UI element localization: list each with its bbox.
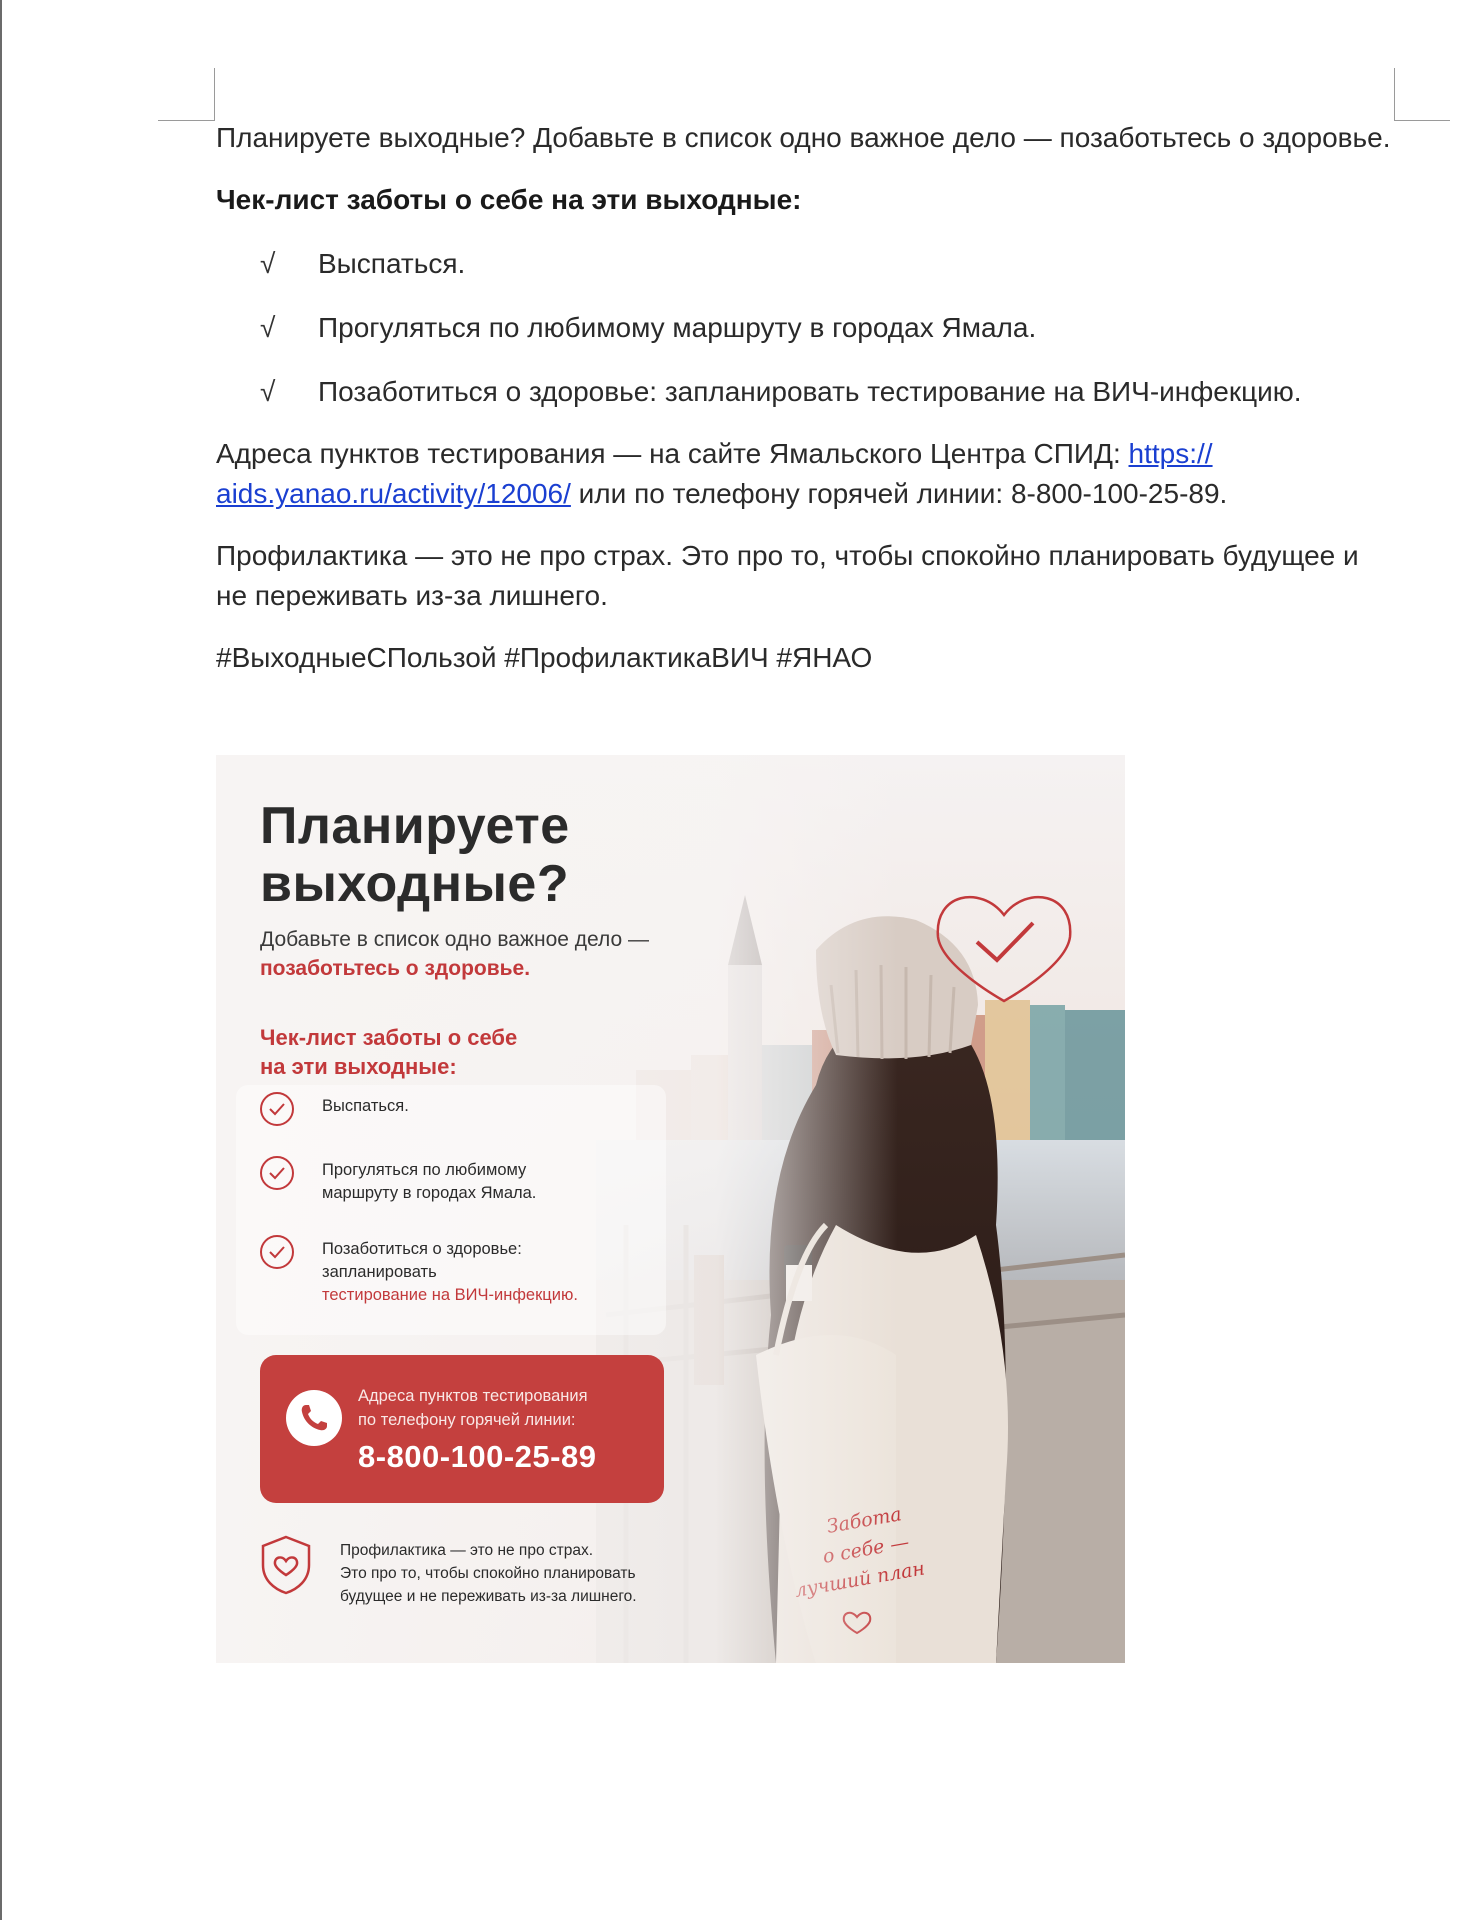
- poster-item-text: Прогуляться по любимому: [322, 1161, 527, 1179]
- address-paragraph: [216, 434, 1396, 514]
- poster-checklist-title-line1: Чек-лист заботы о себе: [260, 1025, 518, 1050]
- poster-subtitle: Добавьте в список одно важное дело —: [260, 928, 650, 951]
- document-body: [216, 118, 1396, 678]
- poster-checklist-title-line2: на эти выходные:: [260, 1054, 457, 1079]
- check-circle-icon: [260, 1156, 294, 1190]
- check-mark: √: [260, 248, 276, 279]
- poster-prevention-text: [340, 1539, 760, 1608]
- hotline-card: [260, 1355, 664, 1503]
- poster-prevention-line: будущее и не переживать из-за лишнего.: [340, 1588, 637, 1605]
- poster-item-text: запланировать: [322, 1263, 437, 1281]
- list-item-text: Выспаться.: [318, 248, 466, 279]
- address-prefix: Адреса пунктов тестирования — на сайте Ямальского Центра СПИД:: [216, 438, 1129, 469]
- poster-title-line1: Планируете: [260, 797, 570, 855]
- hotline-label-line2: по телефону горячей линии:: [358, 1411, 576, 1429]
- poster-checklist-item: [260, 1238, 578, 1307]
- poster-item-text: Позаботиться о здоровье:: [322, 1240, 522, 1258]
- hotline-label-line1: Адреса пунктов тестирования: [358, 1387, 588, 1405]
- poster-subtitle-red: позаботьтесь о здоровье.: [260, 957, 531, 980]
- list-item-text: Позаботиться о здоровье: запланировать тестирование на ВИЧ-инфекцию.: [318, 376, 1302, 407]
- check-mark: √: [260, 376, 276, 407]
- phone-icon: [286, 1390, 342, 1446]
- prevention-paragraph: Профилактика — это не про страх. Это про то, чтобы спокойно планировать будущее и не переживать из-за лишнего.: [216, 540, 1359, 611]
- checklist: [216, 244, 1396, 412]
- check-mark: √: [260, 312, 276, 343]
- poster-title-line2: выходные?: [260, 855, 570, 913]
- check-circle-icon: [260, 1092, 294, 1126]
- check-circle-icon: [260, 1235, 294, 1269]
- hashtags: #ВыходныеСПользой #ПрофилактикаВИЧ #ЯНАО: [216, 642, 873, 673]
- poster-checklist-item: [260, 1095, 409, 1118]
- poster-prevention-line: Профилактика — это не про страх.: [340, 1542, 594, 1559]
- hotline-number: 8-800-100-25-89: [358, 1439, 597, 1474]
- poster-prevention-line: Это про то, чтобы спокойно планировать: [340, 1565, 636, 1582]
- list-item: [216, 244, 1396, 284]
- list-item-text: Прогуляться по любимому маршруту в городах Ямала.: [318, 312, 1037, 343]
- shield-heart-icon: [260, 1535, 312, 1595]
- page-edge: [0, 0, 2, 1920]
- poster-image: [216, 755, 1125, 1663]
- checklist-heading: Чек-лист заботы о себе на эти выходные:: [216, 184, 802, 215]
- list-item: [216, 308, 1396, 348]
- poster-item-text: Выспаться.: [322, 1097, 409, 1115]
- poster-heading-block: [260, 797, 820, 1081]
- list-item: [216, 372, 1396, 412]
- intro-paragraph: Планируете выходные? Добавьте в список одно важное дело — позаботьтесь о здоровье.: [216, 122, 1391, 153]
- poster-item-text-red: тестирование на ВИЧ-инфекцию.: [322, 1286, 578, 1304]
- poster-checklist-item: [260, 1159, 536, 1205]
- aids-center-link[interactable]: https:// aids.yanao.ru/activity/12006/: [216, 438, 1213, 509]
- address-suffix: или по телефону горячей линии: 8-800-100-25-89.: [570, 478, 1228, 509]
- poster-item-text: маршруту в городах Ямала.: [322, 1184, 537, 1202]
